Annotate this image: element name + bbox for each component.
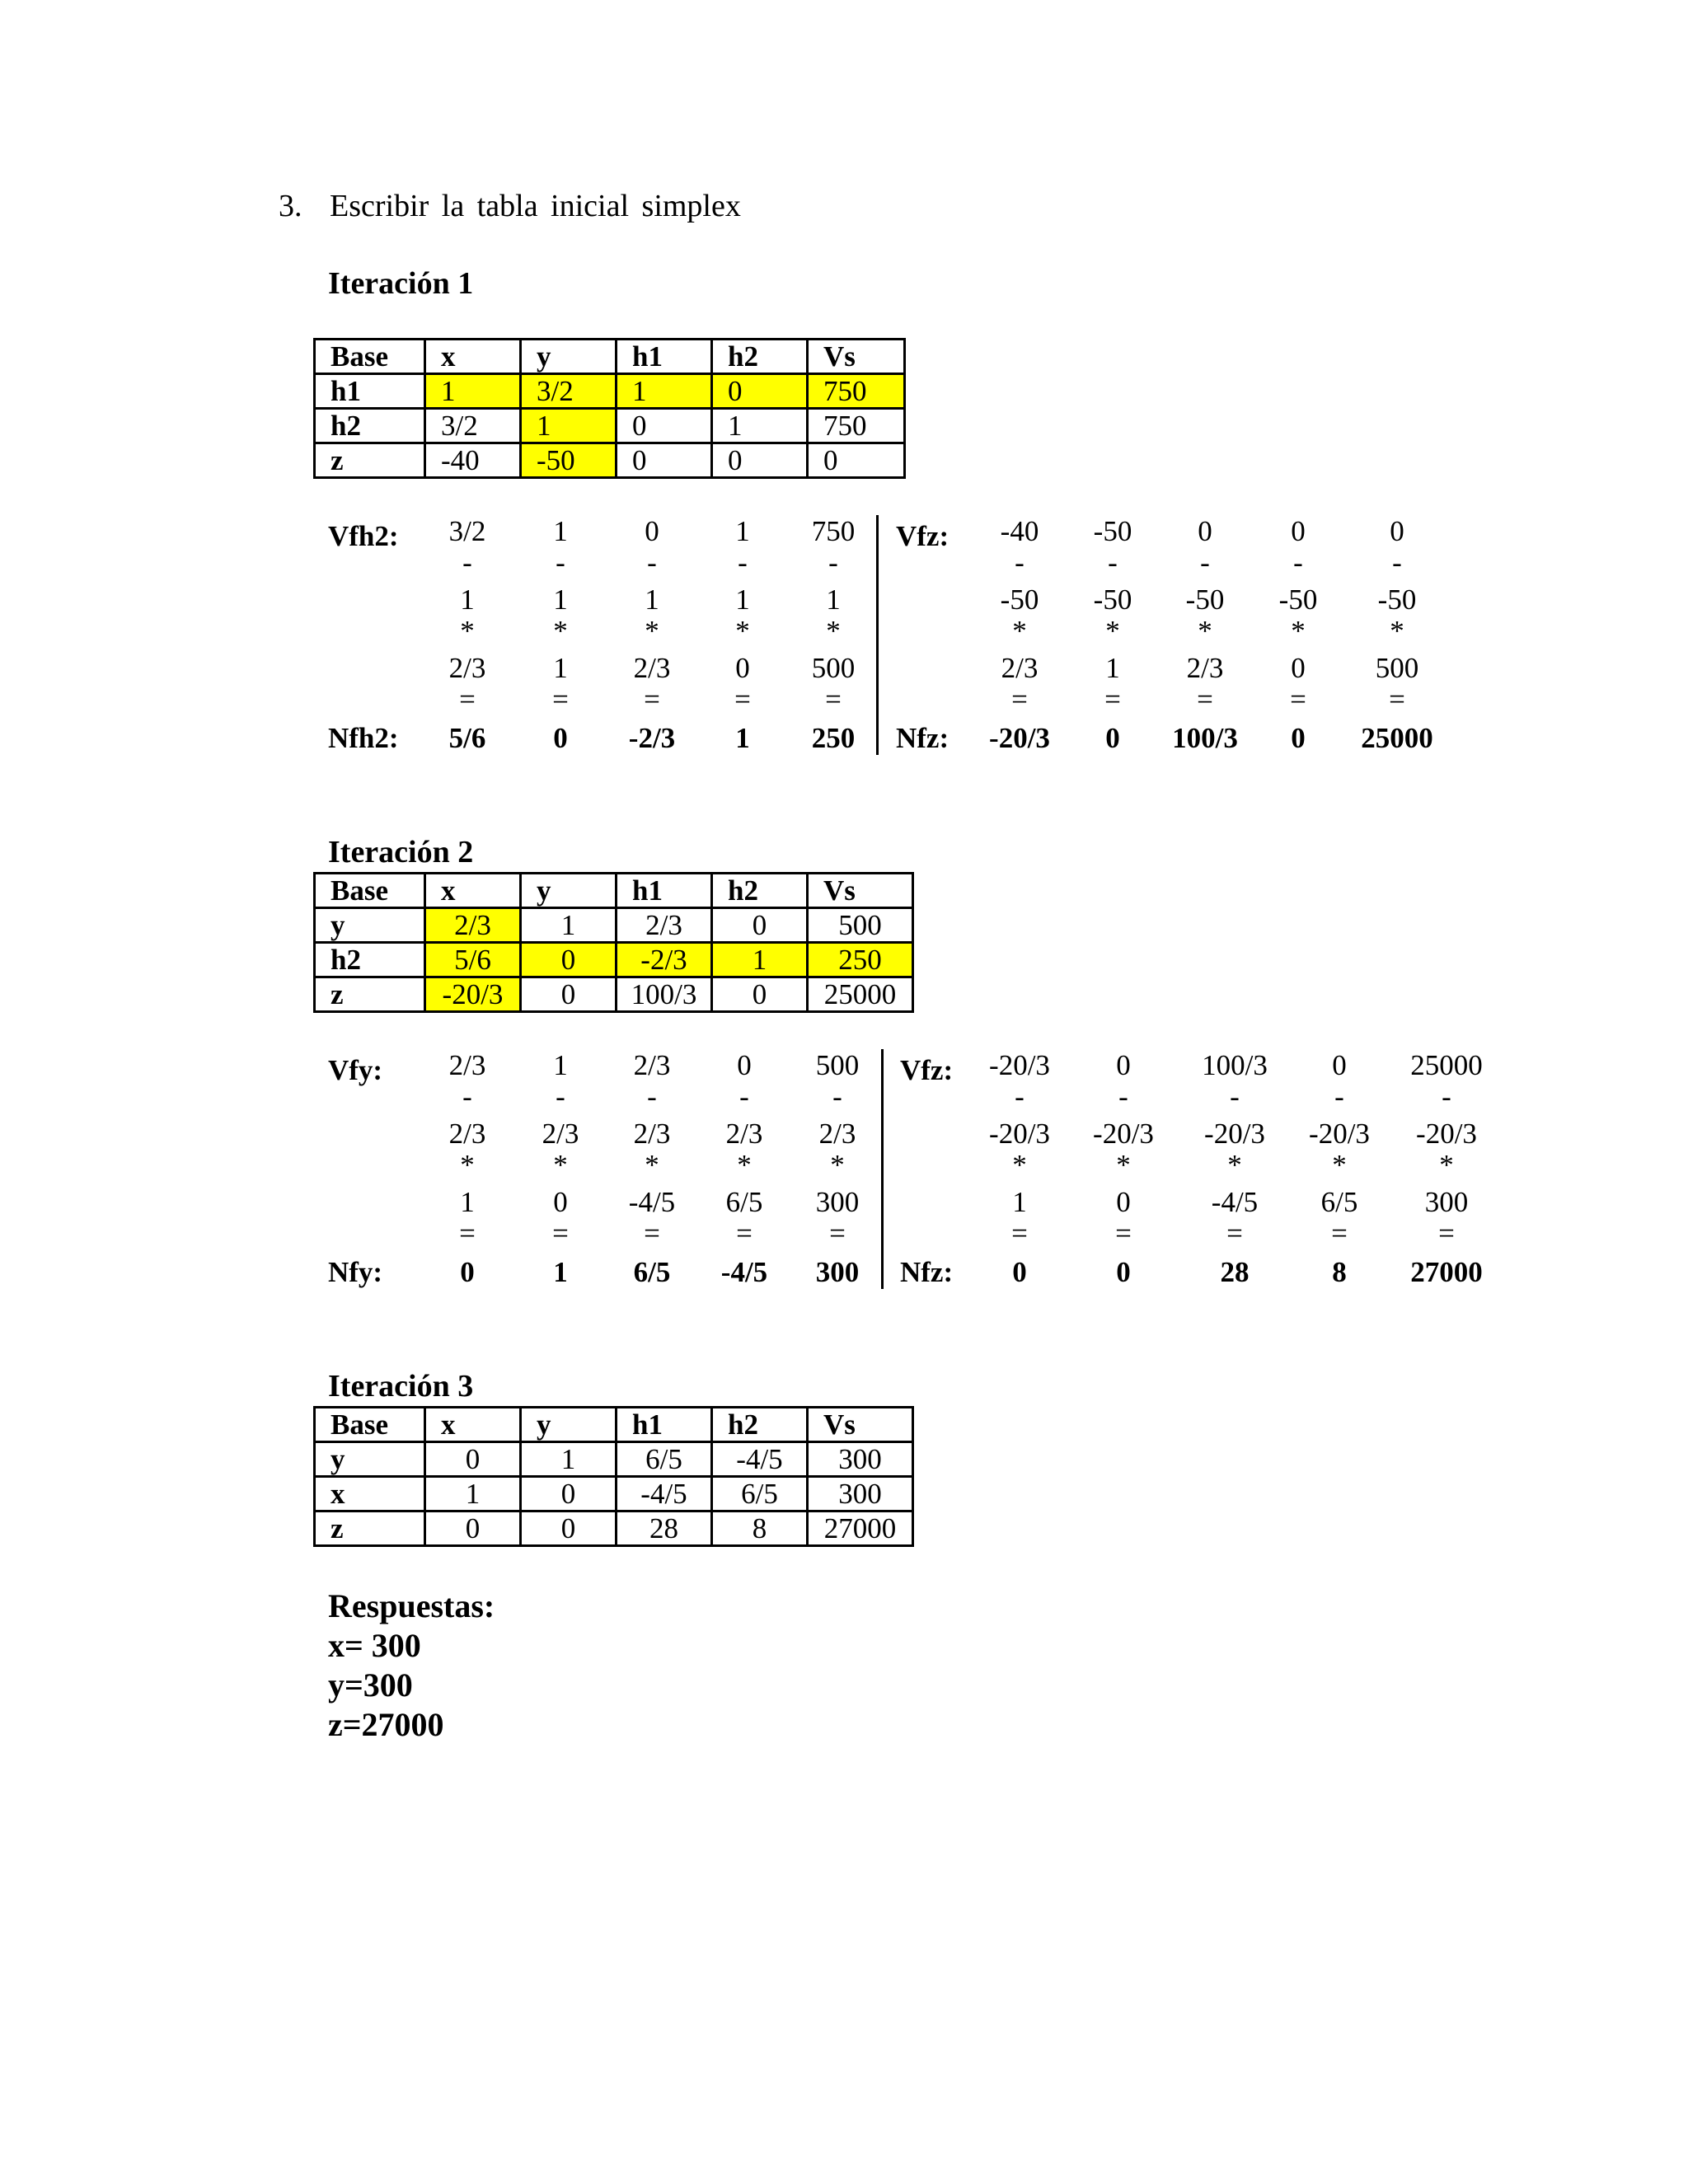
table-cell: 0: [712, 443, 808, 478]
calc-result-value: 0: [1291, 722, 1306, 754]
table-header-cell: Base: [315, 1408, 425, 1442]
calc-value: =: [644, 1216, 660, 1249]
table-cell: 0: [521, 1511, 617, 1546]
table-row: [315, 943, 913, 977]
calc-value: -: [1118, 1080, 1128, 1113]
calc-value: 0: [735, 652, 750, 684]
calc-label: Vfz:: [896, 520, 950, 552]
table-cell: 0: [712, 977, 808, 1012]
table-row: [315, 1477, 913, 1511]
calc-value: 0: [737, 1049, 752, 1081]
table-row: [315, 1511, 913, 1546]
calc-result-value: 5/6: [448, 722, 486, 754]
answers-title: Respuestas:: [328, 1587, 495, 1624]
base-cell: y: [315, 908, 425, 943]
calc-value: 0: [553, 1186, 568, 1218]
calc-value: -: [1200, 546, 1210, 579]
table-cell: 6/5: [712, 1477, 808, 1511]
calc-value: *: [1116, 1148, 1131, 1181]
calc-label: Nfh2:: [328, 722, 399, 754]
table-row: [315, 443, 905, 478]
calc-value: -50: [1093, 515, 1132, 547]
calc-value: *: [737, 1148, 752, 1181]
calc-value: 1: [826, 583, 841, 616]
table-header-cell: y: [521, 1408, 617, 1442]
calc-value: -: [556, 546, 565, 579]
calc-divider: [881, 1049, 884, 1289]
table-cell: 750: [808, 374, 905, 409]
base-cell: x: [315, 1477, 425, 1511]
table-cell: 1: [712, 409, 808, 443]
calc-value: 750: [811, 515, 856, 547]
table-cell: -40: [425, 443, 521, 478]
table-header-cell: Base: [315, 874, 425, 908]
calc-value: -40: [1000, 515, 1039, 547]
calc-value: 2/3: [1186, 652, 1224, 684]
table-header-row: [315, 340, 905, 374]
answer-y: y=300: [328, 1666, 413, 1704]
table-cell: -4/5: [712, 1442, 808, 1477]
calc-value: =: [1226, 1216, 1243, 1249]
calc-value: *: [826, 614, 841, 647]
calc-value: *: [1390, 614, 1404, 647]
calc-value: -50: [1000, 583, 1039, 616]
calc-value: -20/3: [989, 1049, 1050, 1081]
table-header-cell: h1: [617, 340, 712, 374]
table-header-cell: x: [425, 874, 521, 908]
calc-value: 2/3: [448, 652, 486, 684]
calc-value: 2/3: [633, 1049, 671, 1081]
calc-value: 1: [460, 1186, 475, 1218]
calc-result-value: 27000: [1410, 1256, 1483, 1288]
calc-value: -: [738, 546, 748, 579]
calc-value: -20/3: [1204, 1118, 1265, 1150]
calc-value: 0: [1332, 1049, 1347, 1081]
calc-result-value: 300: [815, 1256, 860, 1288]
section-title: Escribir la tabla inicial simplex: [330, 189, 741, 223]
table-cell: 3/2: [425, 409, 521, 443]
table-cell: -4/5: [617, 1477, 712, 1511]
calc-value: =: [1197, 682, 1213, 715]
calc-value: -: [1293, 546, 1303, 579]
table-cell: 2/3: [617, 908, 712, 943]
calc-value: -: [462, 1080, 472, 1113]
calc-value: *: [645, 1148, 659, 1181]
table-header-cell: x: [425, 340, 521, 374]
calc-value: 2/3: [448, 1118, 486, 1150]
table-cell: 1: [521, 908, 617, 943]
calc-value: *: [830, 1148, 845, 1181]
calc-value: =: [825, 682, 842, 715]
calc-value: -50: [1377, 583, 1417, 616]
calc-value: -: [832, 1080, 842, 1113]
table-cell: 25000: [808, 977, 913, 1012]
calc-value: -: [1442, 1080, 1451, 1113]
table-row: [315, 908, 913, 943]
calc-value: -50: [1185, 583, 1225, 616]
calc-value: -4/5: [1211, 1186, 1259, 1218]
calc-value: 1: [735, 515, 750, 547]
calc-result-value: 28: [1220, 1256, 1250, 1288]
table-cell: 100/3: [617, 977, 712, 1012]
section-heading: [279, 188, 741, 224]
calc-result-value: -20/3: [989, 722, 1050, 754]
calc-value: 25000: [1410, 1049, 1483, 1081]
table-cell: 5/6: [425, 943, 521, 977]
calc-value: =: [1438, 1216, 1455, 1249]
calc-result-value: 1: [553, 1256, 568, 1288]
calc-value: =: [1011, 682, 1028, 715]
calc-value: -: [1108, 546, 1118, 579]
table-header-cell: Vs: [808, 874, 913, 908]
calc-label: Vfy:: [328, 1054, 383, 1086]
calc-value: -: [1015, 1080, 1025, 1113]
calc-result-value: 1: [735, 722, 750, 754]
calc-value: 1: [735, 583, 750, 616]
table-cell: -2/3: [617, 943, 712, 977]
calc-value: -: [1392, 546, 1402, 579]
calc-value: 500: [815, 1049, 860, 1081]
table-cell: 0: [425, 1511, 521, 1546]
table-header-cell: Vs: [808, 340, 905, 374]
calc-value: =: [552, 1216, 569, 1249]
base-cell: y: [315, 1442, 425, 1477]
calc-value: 1: [460, 583, 475, 616]
table-cell: 0: [712, 374, 808, 409]
calc-value: 0: [1291, 652, 1306, 684]
calc-value: =: [1331, 1216, 1348, 1249]
calc-value: 0: [645, 515, 659, 547]
table-cell: 8: [712, 1511, 808, 1546]
calc-value: -20/3: [1309, 1118, 1370, 1150]
table-row: [315, 374, 905, 409]
table-cell: 0: [617, 443, 712, 478]
calc-value: =: [552, 682, 569, 715]
table-cell: 0: [808, 443, 905, 478]
table-cell: 1: [712, 943, 808, 977]
table-header-cell: h1: [617, 874, 712, 908]
iteration-2-title: Iteración 2: [328, 835, 474, 869]
calc-value: 100/3: [1202, 1049, 1268, 1081]
calc-value: 2/3: [633, 1118, 671, 1150]
table-cell: 1: [617, 374, 712, 409]
table-cell: 3/2: [521, 374, 617, 409]
calc-value: -50: [1278, 583, 1318, 616]
calc-value: -4/5: [628, 1186, 676, 1218]
calc-value: *: [460, 614, 475, 647]
calc-value: =: [736, 1216, 753, 1249]
calc-value: -: [1334, 1080, 1344, 1113]
calc-value: =: [1115, 1216, 1132, 1249]
calc-value: 2/3: [448, 1049, 486, 1081]
base-cell: h2: [315, 409, 425, 443]
base-cell: h1: [315, 374, 425, 409]
table-cell: 28: [617, 1511, 712, 1546]
calc-value: 2/3: [633, 652, 671, 684]
table-cell: 1: [425, 1477, 521, 1511]
calc-value: 1: [1105, 652, 1120, 684]
calc-value: 1: [553, 1049, 568, 1081]
base-cell: z: [315, 443, 425, 478]
calc-value: 1: [553, 652, 568, 684]
calc-value: 6/5: [1320, 1186, 1358, 1218]
calc-value: -: [739, 1080, 749, 1113]
calc-value: *: [1012, 614, 1027, 647]
calc-value: =: [1290, 682, 1306, 715]
table-cell: -50: [521, 443, 617, 478]
table-cell: 0: [521, 977, 617, 1012]
calc-result-value: 250: [811, 722, 856, 754]
calc-value: 1: [645, 583, 659, 616]
calc-value: 300: [815, 1186, 860, 1218]
calc-result-value: 0: [553, 722, 568, 754]
calc-value: *: [1198, 614, 1212, 647]
calc-value: 1: [553, 583, 568, 616]
table-cell: 300: [808, 1442, 913, 1477]
calc-value: -: [828, 546, 838, 579]
calc-result-value: 0: [1105, 722, 1120, 754]
calc-label: Nfz:: [896, 722, 950, 754]
table-header-row: [315, 1408, 913, 1442]
table-header-cell: h2: [712, 1408, 808, 1442]
calc-value: -: [1230, 1080, 1240, 1113]
calc-result-value: -4/5: [720, 1256, 768, 1288]
calc-value: -: [1015, 546, 1025, 579]
calc-value: =: [1011, 1216, 1028, 1249]
calc-value: 0: [1291, 515, 1306, 547]
calc-label: Nfy:: [328, 1256, 383, 1288]
calc-value: -: [556, 1080, 565, 1113]
calc-result-value: 100/3: [1172, 722, 1238, 754]
calc-value: =: [459, 1216, 476, 1249]
base-cell: h2: [315, 943, 425, 977]
calc-label: Vfz:: [900, 1054, 954, 1086]
answers: [328, 1586, 495, 1745]
table-cell: 0: [712, 908, 808, 943]
calc-value: -20/3: [1416, 1118, 1477, 1150]
calc-result-value: 0: [460, 1256, 475, 1288]
calc-result-value: 8: [1332, 1256, 1347, 1288]
calc-label: Nfz:: [900, 1256, 954, 1288]
table-cell: 1: [521, 1442, 617, 1477]
table-header-cell: Base: [315, 340, 425, 374]
calc-value: 1: [1012, 1186, 1027, 1218]
table-header-cell: h1: [617, 1408, 712, 1442]
table-cell: 750: [808, 409, 905, 443]
calc-value: *: [1291, 614, 1306, 647]
answer-z: z=27000: [328, 1706, 444, 1743]
table-header-row: [315, 874, 913, 908]
table-row: [315, 1442, 913, 1477]
table-cell: 1: [425, 374, 521, 409]
calc-value: 0: [1390, 515, 1404, 547]
table-cell: 1: [521, 409, 617, 443]
calc-value: -50: [1093, 583, 1132, 616]
table-header-cell: h2: [712, 874, 808, 908]
calc-value: 2/3: [1001, 652, 1039, 684]
calc-result-value: 6/5: [633, 1256, 671, 1288]
calc-value: *: [460, 1148, 475, 1181]
calc-value: *: [1227, 1148, 1242, 1181]
table-cell: 0: [521, 943, 617, 977]
section-number: 3.: [279, 189, 302, 223]
calc-value: *: [735, 614, 750, 647]
calc-result-value: 0: [1116, 1256, 1131, 1288]
table-header-cell: h2: [712, 340, 808, 374]
calc-value: -20/3: [989, 1118, 1050, 1150]
table-cell: -20/3: [425, 977, 521, 1012]
calc-value: 300: [1424, 1186, 1469, 1218]
table-cell: 6/5: [617, 1442, 712, 1477]
calc-value: *: [1332, 1148, 1347, 1181]
table-cell: 500: [808, 908, 913, 943]
table-header-cell: y: [521, 874, 617, 908]
table-row: [315, 409, 905, 443]
iteration-1-title: Iteración 1: [328, 266, 474, 301]
calc-value: =: [1104, 682, 1121, 715]
calc-value: 0: [1116, 1186, 1131, 1218]
calc-value: -: [462, 546, 472, 579]
calc-value: 500: [1375, 652, 1419, 684]
calc-value: 2/3: [725, 1118, 763, 1150]
table-cell: 0: [617, 409, 712, 443]
calc-result-value: 25000: [1361, 722, 1433, 754]
table-header-cell: y: [521, 340, 617, 374]
calc-value: =: [734, 682, 751, 715]
table-cell: 2/3: [425, 908, 521, 943]
table-row: [315, 977, 913, 1012]
base-cell: z: [315, 977, 425, 1012]
iteration-2-table: [313, 872, 914, 1013]
calc-value: 2/3: [818, 1118, 856, 1150]
table-cell: 27000: [808, 1511, 913, 1546]
calc-value: 2/3: [542, 1118, 579, 1150]
calc-value: 3/2: [448, 515, 486, 547]
table-cell: 0: [425, 1442, 521, 1477]
table-cell: 0: [521, 1477, 617, 1511]
calc-result-value: 0: [1012, 1256, 1027, 1288]
calc-divider: [876, 515, 879, 755]
iteration-3-table: [313, 1406, 914, 1547]
calc-value: *: [645, 614, 659, 647]
table-cell: 250: [808, 943, 913, 977]
calc-label: Vfh2:: [328, 520, 399, 552]
calc-value: 500: [811, 652, 856, 684]
calc-value: *: [1012, 1148, 1027, 1181]
calc-value: *: [1105, 614, 1120, 647]
calc-value: =: [459, 682, 476, 715]
table-cell: 300: [808, 1477, 913, 1511]
calc-value: -20/3: [1093, 1118, 1154, 1150]
calc-value: =: [1389, 682, 1405, 715]
base-cell: z: [315, 1511, 425, 1546]
calc-value: *: [1439, 1148, 1454, 1181]
table-header-cell: Vs: [808, 1408, 913, 1442]
calc-value: 1: [553, 515, 568, 547]
answer-x: x= 300: [328, 1627, 421, 1664]
calc-value: *: [553, 614, 568, 647]
calc-value: -: [647, 1080, 657, 1113]
calc-value: -: [647, 546, 657, 579]
calc-value: 0: [1116, 1049, 1131, 1081]
calc-value: 6/5: [725, 1186, 763, 1218]
calc-value: =: [829, 1216, 846, 1249]
calc-value: =: [644, 682, 660, 715]
calc-value: *: [553, 1148, 568, 1181]
iteration-1-table: [313, 338, 906, 479]
table-header-cell: x: [425, 1408, 521, 1442]
calc-result-value: -2/3: [628, 722, 676, 754]
calc-value: 0: [1198, 515, 1212, 547]
iteration-3-title: Iteración 3: [328, 1369, 474, 1404]
